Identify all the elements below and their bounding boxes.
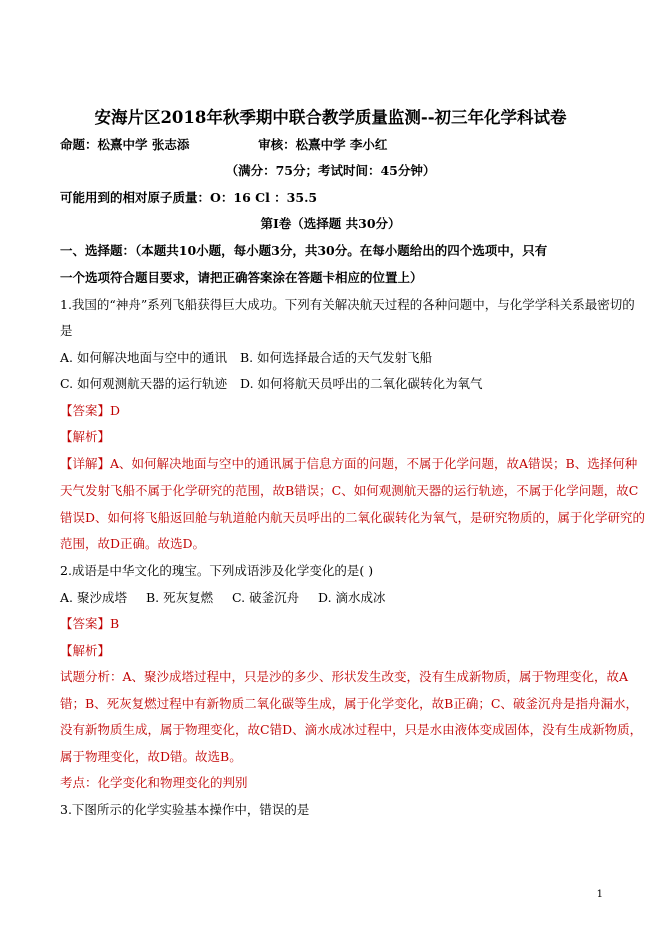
page-number: 1: [596, 889, 603, 900]
q1-options-row-2: [60, 376, 483, 392]
q2-kaodian: 考点：化学变化和物理变化的判别: [60, 775, 248, 790]
author: 命题：松熹中学 张志添: [60, 137, 190, 152]
q2-detail-3: 没有新物质生成，属于物理变化，故C错D、滴水成冰过程中，只是水由液体变成固体，没有生成新物质，: [60, 722, 643, 737]
q2-options-row: [60, 590, 386, 606]
page-title: 安海片区2018年秋季期中联合教学质量监测--初三年化学科试卷: [94, 108, 567, 127]
q2-option-a: A. 聚沙成塔: [60, 590, 127, 605]
q3-stem: 3.下图所示的化学实验基本操作中，错误的是: [60, 802, 310, 817]
q1-options-row-1: [60, 350, 432, 366]
q1-detail-3: 错误D、如何将飞船返回舱与轨道舱内航天员呼出的二氧化碳转化为氧气，是研究物质的，属于化学研究的: [60, 510, 646, 525]
author-line: [60, 137, 387, 153]
q2-option-b: B. 死灰复燃: [146, 590, 214, 605]
q2-option-d: D. 滴水成冰: [318, 590, 386, 605]
q1-stem-1: 1.我国的“神舟”系列飞船获得巨大成功。下列有关解决航天过程的各种问题中，与化学学科关系最密切的: [60, 297, 635, 312]
q1-detail-2: 天气发射飞船不属于化学研究的范围，故B错误；C、如何观测航天器的运行轨迹，不属于化学问题，故C: [60, 483, 639, 498]
q1-stem-2: 是: [60, 323, 73, 338]
q2-detail-1: 试题分析：A、聚沙成塔过程中，只是沙的多少、形状发生改变，没有生成新物质，属于物理变化，故A: [60, 669, 629, 684]
section-title: 第Ⅰ卷（选择题 共30分）: [260, 216, 401, 231]
q2-answer: 【答案】B: [60, 616, 120, 631]
q2-analysis-label: 【解析】: [60, 643, 111, 658]
q1-option-a: A. 如何解决地面与空中的通讯: [60, 350, 227, 365]
q1-detail-4: 范围，故D正确。故选D。: [60, 536, 206, 551]
atomic-mass: 可能用到的相对原子质量：O：16 Cl ：35.5: [60, 190, 318, 205]
section-instruction-1: 一、选择题：（本题共10小题，每小题3分，共30分。在每小题给出的四个选项中，只有: [60, 243, 548, 258]
q2-stem: 2.成语是中华文化的瑰宝。下列成语涉及化学变化的是( ): [60, 563, 374, 578]
q2-option-c: C. 破釜沉舟: [232, 590, 300, 605]
score-time: （满分：75分；考试时间：45分钟）: [225, 163, 436, 178]
q1-answer: 【答案】D: [60, 403, 121, 418]
q1-option-d: D. 如何将航天员呼出的二氧化碳转化为氧气: [240, 376, 483, 391]
section-instruction-2: 一个选项符合题目要求，请把正确答案涂在答题卡相应的位置上）: [60, 270, 423, 285]
q2-detail-4: 属于物理变化，故D错。故选B。: [60, 749, 242, 764]
q1-analysis-label: 【解析】: [60, 429, 111, 444]
q2-detail-2: 错；B、死灰复燃过程中有新物质二氧化碳等生成，属于化学变化，故B正确；C、破釜沉舟是指舟漏水，: [60, 696, 638, 711]
reviewer: 审核：松熹中学 李小红: [258, 137, 388, 152]
q1-option-c: C. 如何观测航天器的运行轨迹: [60, 376, 228, 391]
q1-detail-1: 【详解】A、如何解决地面与空中的通讯属于信息方面的问题，不属于化学问题，故A错误；B、选择何种: [60, 456, 638, 471]
q1-option-b: B. 如何选择最合适的天气发射飞船: [240, 350, 433, 365]
